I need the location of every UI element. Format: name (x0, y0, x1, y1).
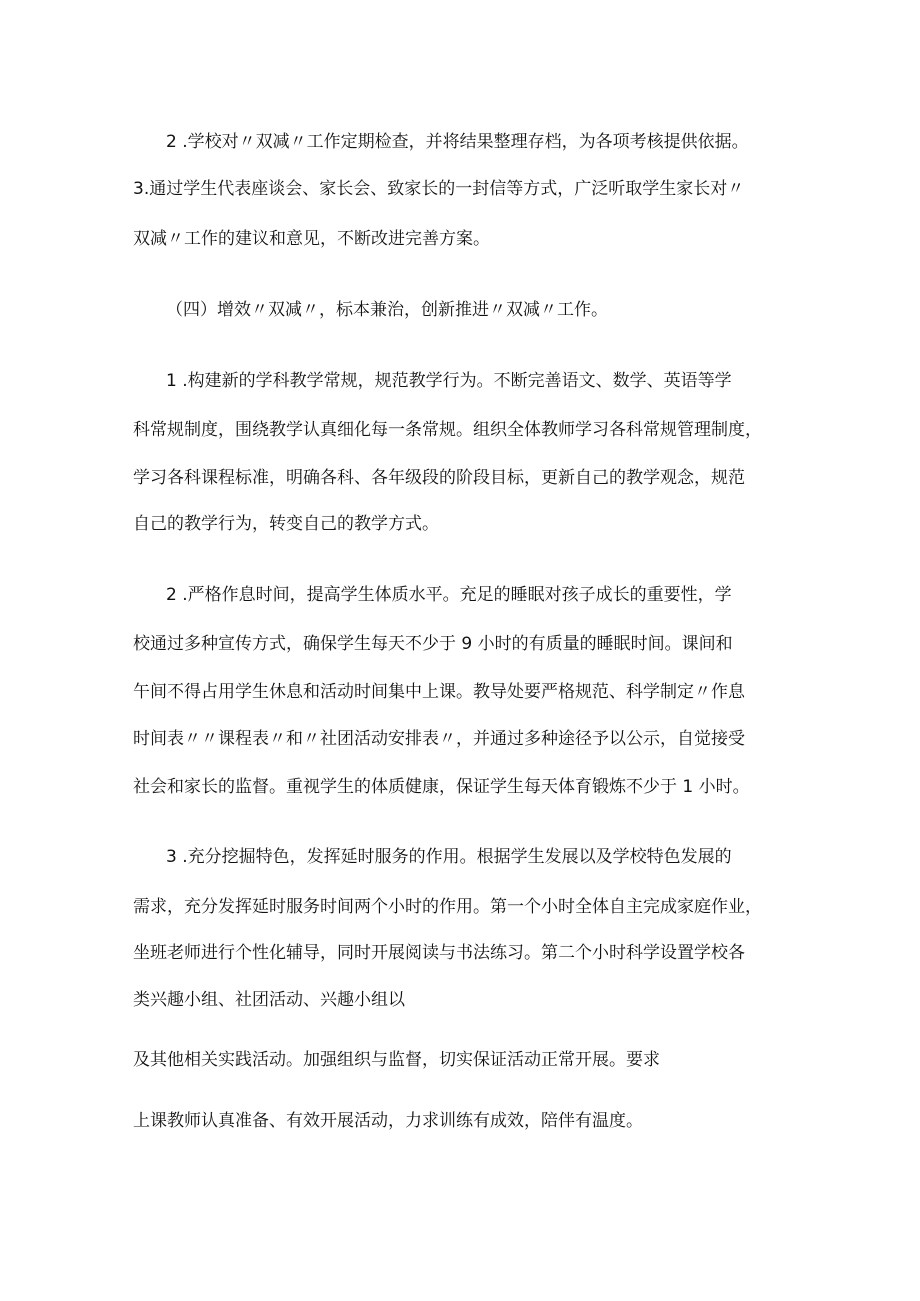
text-line: 上课教师认真准备、有效开展活动，力求训练有成效，陪伴有温度。 (133, 1111, 643, 1131)
text-line: 2 .学校对〃双减〃工作定期检查，并将结果整理存档，为各项考核提供依据。 (166, 132, 749, 152)
text-line: 学习各科课程标准，明确各科、各年级段的阶段目标，更新自己的教学观念，规范 (133, 468, 745, 488)
text-line: 1 .构建新的学科教学常规，规范教学行为。不断完善语文、数学、英语等学 (166, 371, 732, 391)
text-line: 社会和家长的监督。重视学生的体质健康，保证学生每天体育锻炼不少于 1 小时。 (133, 777, 750, 797)
text-line: 3 .充分挖掘特色，发挥延时服务的作用。根据学生发展以及学校特色发展的 (166, 847, 732, 867)
text-line: 科常规制度，围绕教学认真细化每一条常规。组织全体教师学习各科常规管理制度， (133, 420, 762, 440)
text-line: 校通过多种宣传方式，确保学生每天不少于 9 小时的有质量的睡眠时间。课间和 (133, 634, 733, 654)
text-line: 自己的教学行为，转变自己的教学方式。 (133, 514, 439, 534)
text-line: 时间表〃〃课程表〃和〃社团活动安排表〃，并通过多种途径予以公示，自觉接受 (133, 729, 745, 749)
text-line: 午间不得占用学生休息和活动时间集中上课。教导处要严格规范、科学制定〃作息 (133, 682, 745, 702)
text-line: 2 .严格作息时间，提高学生体质水平。充足的睡眠对孩子成长的重要性，学 (166, 585, 732, 605)
text-line: 需求，充分发挥延时服务时间两个小时的作用。第一个小时全体自主完成家庭作业， (133, 897, 762, 917)
section-heading: （四）增效〃双减〃，标本兼治，创新推进〃双减〃工作。 (166, 300, 608, 320)
text-line: 双减〃工作的建议和意见，不断改进完善方案。 (133, 229, 490, 249)
text-line: 3.通过学生代表座谈会、家长会、致家长的一封信等方式，广泛听取学生家长对〃 (133, 179, 745, 199)
text-line: 及其他相关实践活动。加强组织与监督，切实保证活动正常开展。要求 (133, 1050, 660, 1070)
text-line: 类兴趣小组、社团活动、兴趣小组以 (133, 990, 405, 1010)
text-line: 坐班老师进行个性化辅导，同时开展阅读与书法练习。第二个小时科学设置学校各 (133, 943, 745, 963)
